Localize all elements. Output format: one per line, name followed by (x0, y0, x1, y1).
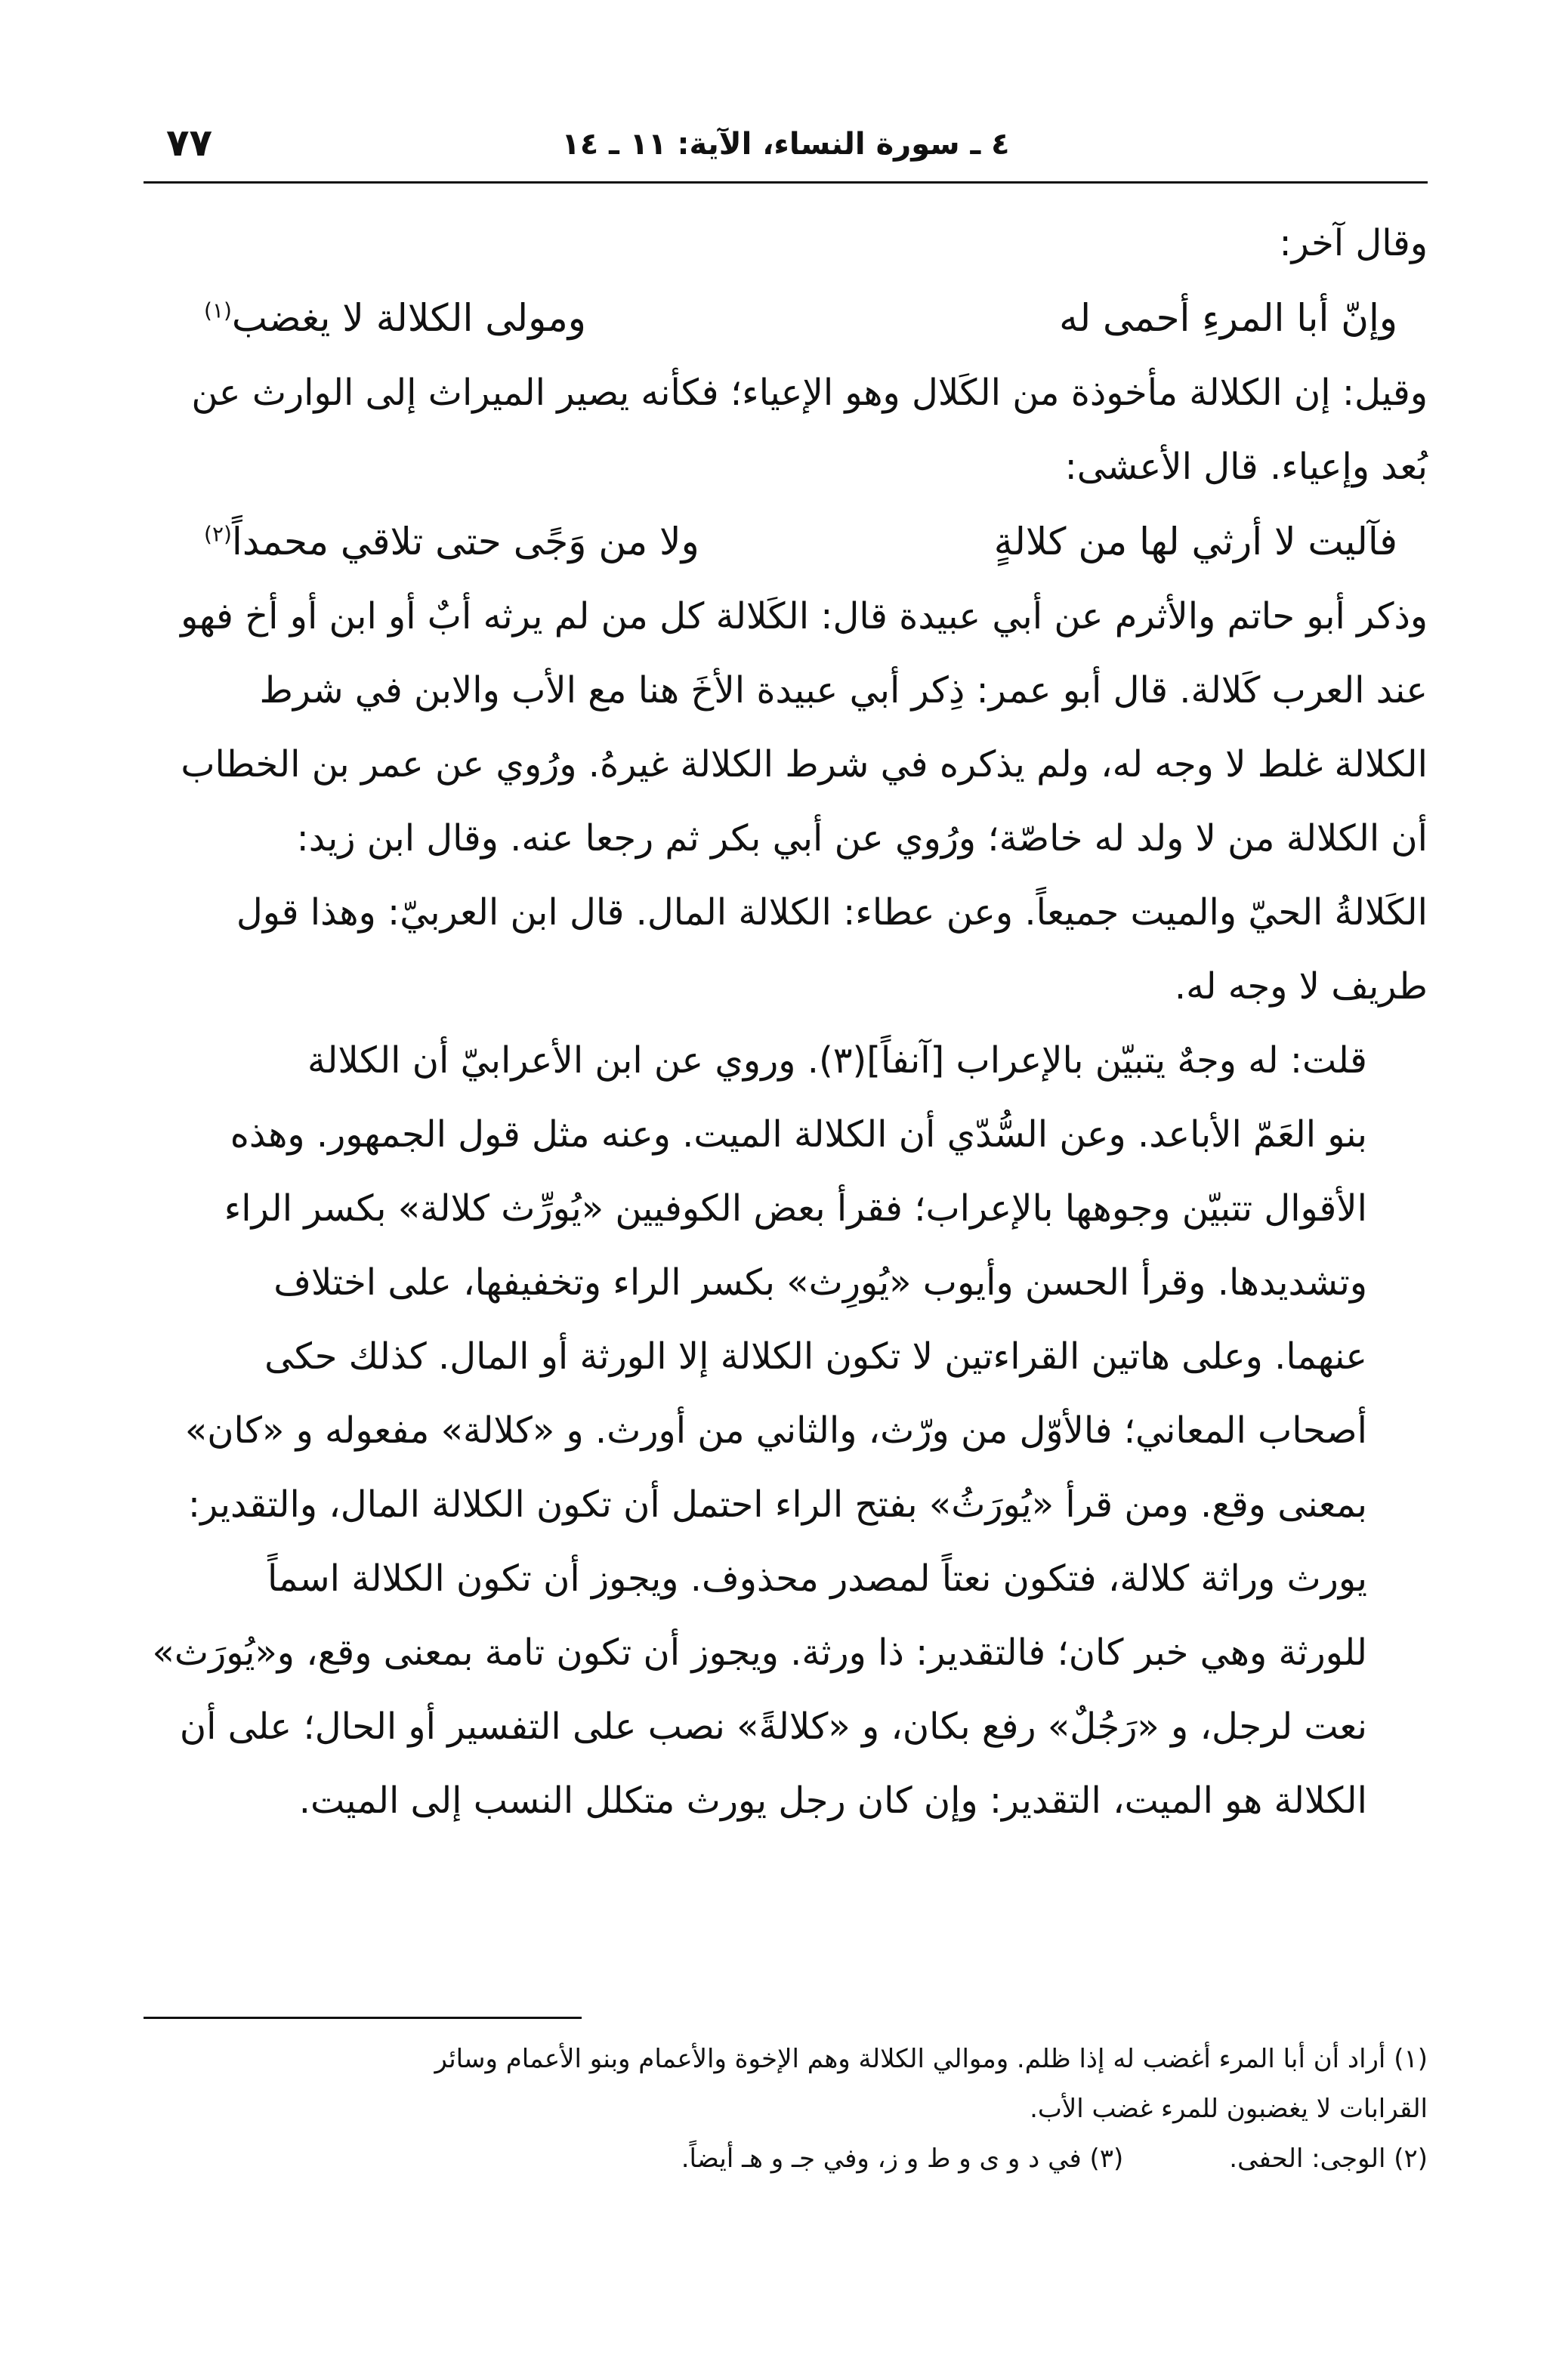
text-line: وذكر أبو حاتم والأثرم عن أبي عبيدة قال: الكَلالة كل من لم يرثه أبٌ أو ابن أو أخ فهو (181, 595, 1428, 637)
text-line: الأقوال تتبيّن وجوهها بالإعراب؛ فقرأ بعض الكوفيين «يُورِّث كلالة» بكسر الراء (224, 1187, 1367, 1230)
footnote-3: (٣) في د و ى و ط و ز، وفي جـ و هـ أيضاً. (681, 2144, 1124, 2174)
footnotes (144, 2017, 1428, 2184)
footnote-ref-1: (١) (204, 298, 232, 323)
main-text (144, 206, 1428, 1838)
text-line: وقيل: إن الكلالة مأخوذة من الكَلال وهو الإعياء؛ فكأنه يصير الميراث إلى الوارث عن (191, 372, 1428, 414)
text-line: يورث وراثة كلالة، فتكون نعتاً لمصدر محذوف. ويجوز أن تكون الكلالة اسماً (267, 1557, 1367, 1600)
text-line: عنهما. وعلى هاتين القراءتين لا تكون الكلالة إلا الورثة أو المال. كذلك حكى (264, 1335, 1367, 1378)
verse-2-first-hemistich: فآليت لا أرثي لها من كلالةٍ (993, 520, 1397, 563)
footnote-1: (١) أراد أن أبا المرء أغضب له إذا ظلم. وموالي الكلالة وهم الإخوة والأعمام وبنو الأعمام وسائر (434, 2044, 1428, 2074)
verse-2-second-hemistich: ولا من وَجًى حتى تلاقي محمداً$^{(٢)}$ (204, 520, 699, 563)
text-line: أصحاب المعاني؛ فالأوّل من ورّث، والثاني من أورث. و «كلالة» مفعوله و «كان» (184, 1409, 1367, 1452)
footnote-ref-2: (٢) (204, 521, 232, 547)
text-line: وتشديدها. وقرأ الحسن وأيوب «يُورِث» بكسر الراء وتخفيفها، على اختلاف (273, 1261, 1367, 1304)
text-line: عند العرب كَلالة. قال أبو عمر: ذِكر أبي عبيدة الأخَ هنا مع الأب والابن في شرط (259, 669, 1428, 712)
page-number: ٧٧ (166, 121, 213, 165)
text-line: نعت لرجل، و «رَجُلٌ» رفع بكان، و «كلالةً» نصب على التفسير أو الحال؛ على أن (179, 1706, 1367, 1748)
text-line: الكلالة هو الميت، التقدير: وإن كان رجل يورث متكلل النسب إلى الميت. (298, 1780, 1367, 1822)
verse-1-first-hemistich: وإنّ أبا المرءِ أحمى له (1059, 296, 1397, 340)
paragraph-3 (144, 1023, 1428, 1838)
text-line: للورثة وهي خبر كان؛ فالتقدير: ذا ورثة. ويجوز أن تكون تامة بمعنى وقع، و«يُورَث» (152, 1631, 1367, 1674)
text-line: قلت: له وجهٌ يتبيّن بالإعراب [آنفاً](٣). وروي عن ابن الأعرابيّ أن الكلالة (307, 1039, 1367, 1082)
page-header (144, 113, 1428, 184)
verse-2 (144, 504, 1428, 579)
book-page (144, 113, 1428, 2334)
paragraph-1 (144, 356, 1428, 504)
intro-line: وقال آخر: (1279, 222, 1428, 264)
footnote-row (144, 2134, 1428, 2184)
text-line: بمعنى وقع. ومن قرأ «يُورَثُ» بفتح الراء احتمل أن تكون الكلالة المال، والتقدير: (187, 1483, 1367, 1526)
text-line: الكلالة غلط لا وجه له، ولم يذكره في شرط الكلالة غيرهُ. ورُوي عن عمر بن الخطاب (181, 743, 1428, 786)
footnote-1-continued: القرابات لا يغضبون للمرء غضب الأب. (1030, 2094, 1428, 2124)
text-line: بُعد وإعياء. قال الأعشى: (1064, 446, 1428, 488)
verse-1 (144, 280, 1428, 356)
verse-1-second-hemistich: ومولى الكلالة لا يغضب$^{(١)}$ (204, 296, 586, 340)
paragraph-2 (144, 579, 1428, 1023)
running-title: ٤ ـ سورة النساء، الآية: ١١ ـ ١٤ (561, 127, 1010, 162)
footnote-divider (144, 2017, 582, 2019)
text-line: طريف لا وجه له. (1174, 965, 1428, 1008)
footnote-2: (٢) الوجى: الحفى. (1229, 2144, 1428, 2174)
text-line: بنو العَمّ الأباعد. وعن السُّدّي أن الكلالة الميت. وعنه مثل قول الجمهور. وهذه (230, 1113, 1367, 1156)
text-line: الكَلالةُ الحيّ والميت جميعاً. وعن عطاء: الكلالة المال. قال ابن العربيّ: وهذا قول (236, 891, 1428, 934)
text-line: أن الكلالة من لا ولد له خاصّة؛ ورُوي عن أبي بكر ثم رجعا عنه. وقال ابن زيد: (296, 817, 1428, 860)
